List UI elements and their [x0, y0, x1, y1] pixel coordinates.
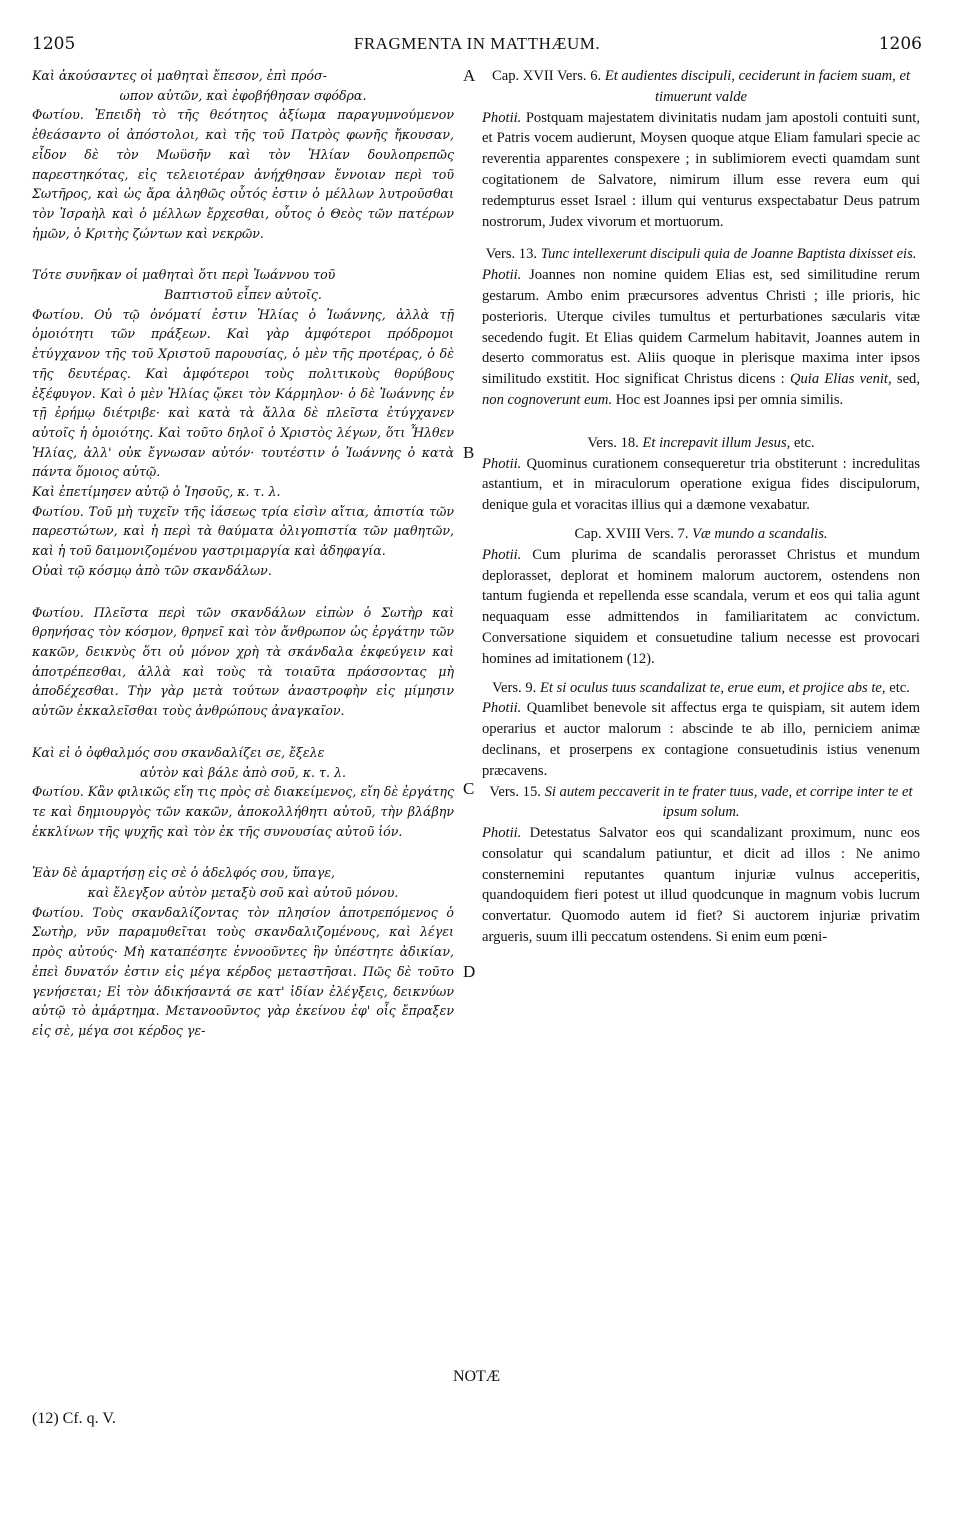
- lemma-text: Væ mundo a scandalis.: [692, 525, 828, 542]
- author-label: Photii.: [482, 109, 522, 126]
- latin-lemma-4: [482, 524, 920, 545]
- latin-column: [482, 66, 920, 948]
- page-header: [32, 34, 922, 58]
- author-label: Photii.: [482, 455, 522, 472]
- latin-comment-3: Photii. Quominus curationem consequeretur tria obstiterunt : incredulitas astantium, et in miraculorum operatione exigua fides discipulorum, denique gula et voracitas illius qui a dæmone vexabatur.: [482, 455, 920, 514]
- greek-lemma-5-cont: αὐτὸν καὶ βάλε ἀπὸ σοῦ, κ. τ. λ.: [139, 764, 347, 780]
- greek-lemma-4: Οὐαὶ τῷ κόσμῳ ἀπὸ τῶν σκανδάλων.: [32, 562, 272, 578]
- author-label: Photii.: [482, 825, 522, 842]
- latin-comment-5: Photii. Quamlibet benevole sit affectus erga te quispiam, sit autem idem operarius et auctor malorum : abscinde te ab illo, perniciem animæ declinans, et proserpens ex contagione consuetudinis istius venenum præcavens.: [482, 700, 920, 779]
- greek-lemma-3: Καὶ ἐπετίμησεν αὐτῷ ὁ Ἰησοῦς, κ. τ. λ.: [32, 484, 281, 500]
- margin-marker-a: A: [463, 66, 476, 85]
- author-label: Photii.: [482, 700, 522, 717]
- page-number-right: 1206: [878, 34, 922, 54]
- author-label: Photii.: [482, 267, 522, 284]
- latin-lemma-3: Vers. 18. Et increpavit illum Jesus, etc.: [587, 434, 815, 451]
- greek-lemma-2-cont: Βαπτιστοῦ εἶπεν αὐτοῖς.: [164, 287, 322, 303]
- margin-marker-c: C: [463, 779, 475, 798]
- greek-comment-4: Φωτίου. Πλεῖστα περὶ τῶν σκανδάλων εἰπὼν ὁ Σωτὴρ καὶ θρηνήσας τὸν κόσμον, θρηνεῖ καὶ τὸν ἄνθρωπον ὡς ἐργάτην τῶν κακῶν, δεικνὺς ὅτι οὐ μόνον χρὴ τὰ σκάνδαλα ἐκφεύγειν καὶ ἀποτρέπεσθαι, ἀλλὰ καὶ τοὺς τὰ τοιαῦτα πράσσοντας μὴ ἀποδέχεσθαι. Τὴν γὰρ μετὰ τούτων ἀναστροφὴν εἰς μίμησιν αὐτῶν ἐκκαλεῖσθαι τοὺς ἀνθρώπους ἀναγκαῖον.: [32, 604, 454, 719]
- greek-lemma-1-cont: ωπον αὐτῶν, καὶ ἐφοβήθησαν σφόδρα.: [119, 87, 367, 103]
- latin-lemma-5: Vers. 9. Et si oculus tuus scandalizat te, erue eum, et projice abs te, etc.: [492, 679, 910, 696]
- latin-lemma-2: [482, 244, 920, 265]
- lemma-ref: Vers. 18.: [587, 434, 639, 451]
- running-title: FRAGMENTA IN MATTHÆUM.: [353, 34, 601, 53]
- greek-lemma-1: Καὶ ἀκούσαντες οἱ μαθηταὶ ἔπεσον, ἐπὶ πρόσ-: [32, 68, 327, 83]
- lemma-ref: Cap. XVII Vers. 6.: [491, 68, 602, 84]
- greek-lemma-5: Καὶ εἰ ὁ ὀφθαλμός σου σκανδαλίζει σε, ἔξελε: [32, 744, 325, 760]
- notes-heading: NOTÆ: [452, 1368, 501, 1385]
- footnote-12: (12) Cf. q. V.: [32, 1410, 116, 1427]
- latin-comment-1: Photii. Postquam majestatem divinitatis nudam jam apostoli contuiti sunt, et Patris vocem audierunt, Moysen quoque atque Eliam famulari specie ac reverentia apparentes conspexere ; in sublimiorem evecti quamdam sunt cogitationem de Salvatore, nimirum illum esse revera eum qui redempturus esset Israel : illum qui venturus exspectabatur Deus patrum nostrorum, Judex vivorum et mortuorum.: [482, 109, 920, 230]
- author-label: Photii.: [482, 546, 522, 563]
- lemma-text: Si autem peccaverit in te frater tuus, vade, et corripe inter te et ipsum solum.: [544, 783, 913, 821]
- greek-comment-3: Φωτίου. Τοῦ μὴ τυχεῖν τῆς ἰάσεως τρία εἰσὶν αἴτια, ἀπιστία τῶν παρεστώτων, καὶ ἡ περὶ τὰ θαύματα ὀλιγοπιστία τῶν μαθητῶν, καὶ ἡ τοῦ δαιμονιζομένου γαστριμαργία καὶ ἀδηφαγία.: [32, 503, 454, 559]
- lemma-text: Et audientes discipuli, ceciderunt in faciem suam, et timuerunt valde: [604, 68, 910, 105]
- latin-lemma-1: [482, 66, 920, 108]
- greek-comment-5: Φωτίου. Κἂν φιλικῶς εἴη τις πρὸς σὲ διακείμενος, εἴη δὲ ἐργάτης τε καὶ δημιουργὸς τῶν κακῶν, ἀποκολλήθητι αὐτοῦ, τὴν βλάβην ἐκκλίνων τῆς ψυχῆς καὶ τὸν ἐκ τῆς συνουσίας αὐτοῦ ἰόν.: [32, 784, 454, 839]
- lemma-ref: Cap. XVIII Vers. 7.: [574, 525, 689, 542]
- latin-comment-4: Photii. Cum plurima de scandalis perorasset Christus et mundum deplorasset, deplorat et hominem malorum auctorem, ostendens non tantum fugienda et repellenda esse scandala, verum et eos qui talia agunt nequaquam esse admittendos in familiaritatem ac convictum. Conversatione siquidem et consuetudine talium necesse est provocari homines ad imitationem (12).: [482, 546, 920, 667]
- lemma-text: Et increpavit illum Jesus,: [642, 434, 791, 451]
- lemma-text: Et si oculus tuus scandalizat te, erue eum, et projice abs te,: [539, 679, 886, 696]
- lemma-ref: Vers. 15.: [489, 783, 541, 800]
- greek-lemma-6: Ἐὰν δὲ ἁμαρτήσῃ εἰς σὲ ὁ ἀδελφός σου, ὕπαγε,: [32, 865, 336, 881]
- greek-comment-1: Φωτίου. Ἐπειδὴ τὸ τῆς θεότητος ἀξίωμα παραγυμνούμενον ἐθεάσαντο οἱ ἀπόστολοι, καὶ τῆς τοῦ Πατρὸς φωνῆς ἤκουσαν, εἶδον δὲ τὸν Μωϋσῆν καὶ τὸν Ἠλίαν δουλοπρεπῶς παρεστηκότας, εἰς τελειοτέραν ἀνήχθησαν ἔννοιαν περὶ τοῦ Σωτῆρος, καὶ ὡς ἄρα ἀληθῶς οὗτός ἐστιν ὁ μέλλων λυτροῦσθαι τὸν Ἰσραὴλ καὶ ὁ μέλλων ἔρχεσθαι, οὗτος ὁ Θεὸς τῶν πατέρων ἡμῶν, ὁ Κριτὴς ζώντων καὶ νεκρῶν.: [32, 107, 454, 241]
- lemma-text: Tunc intellexerunt discipuli quia de Joanne Baptista dixisset eis.: [540, 246, 917, 263]
- greek-lemma-6-cont: καὶ ἔλεγξον αὐτὸν μεταξὺ σοῦ καὶ αὐτοῦ μόνου.: [87, 885, 399, 901]
- page-number-left: 1205: [32, 34, 76, 54]
- lemma-ref: Vers. 9.: [492, 679, 537, 696]
- greek-comment-6: Φωτίου. Τοὺς σκανδαλίζοντας τὸν πλησίον ἀποτρεπόμενος ὁ Σωτὴρ, νῦν παραμυθεῖται τοὺς σκανδαλιζομένους, καὶ λέγει πρὸς αὐτούς· Μὴ καταπέσητε ἐννοοῦντες ἣν ὑπέστητε ἀδικίαν, ἐπεὶ δυνατόν ἐστιν εἰς μέγα κέρδος μεταστῆσαι. Πῶς δὲ τοῦτο γενήσεται; Εἰ τὸν ἀδικήσαντά σε κατ' ἰδίαν ἐλέγξεις, δεικνύων αὐτῷ τὸ ἁμάρτημα. Μετανοοῦντος γὰρ ἐκείνου ἐφ' οἷς ἔπραξεν εἰς σὲ, μέγα σοι κέρδος γε-: [32, 904, 454, 1038]
- margin-marker-b: B: [463, 443, 475, 462]
- latin-comment-2: Photii. Joannes non nomine quidem Elias est, sed similitudine rerum gestarum. Ambo enim præcursores adventus Christi ; ille prioris, hic posterioris. Uterque civiles tumultus et perturbationes sæcularis vitæ secedendo fugit. Et Elias quidem Carmelum habitavit, Joannes autem in deserto commoratus est. Aliis quoque in plerisque maxima inter ipsos similitudo exstitit. Hoc significat Christus dicens : Quia Elias venit, sed, non cognoverunt eum. Hoc est Joannes ipsi per omnia similis.: [482, 267, 920, 408]
- latin-lemma-6: [482, 782, 920, 824]
- greek-comment-2: Φωτίου. Οὐ τῷ ὀνόματί ἐστιν Ἠλίας ὁ Ἰωάννης, ἀλλὰ τῇ ὁμοιότητι τῶν πράξεων. Καὶ γὰρ ἀμφότεροι πρόδρομοι ἐτύγχανον τῆς τοῦ Χριστοῦ παρουσίας, ὁ μὲν τῆς προτέρας, ὁ δὲ τῆς δευτέρας. Καὶ ἀμφότεροι τοὺς πολιτικοὺς θορύβους ἐξέφυγον. Καὶ ὁ μὲν Ἠλίας ᾤκει τὸν Κάρμηλον· ὁ δὲ Ἰωάννης ἐν τῇ ἐρήμῳ διέτριβε· καὶ κατὰ τὰ ἄλλα δὲ πλεῖστα ἐτύγχανεν αὐτοῖς ἡ ὁμοιότης. Καὶ τοῦτο δηλοῖ ὁ Χριστὸς λέγων, ὅτι Ἦλθεν Ἠλίας, ἀλλ' οὐκ ἔγνωσαν αὐτόν· τουτέστιν ὁ Ἰωάννης ὁ κατὰ πάντα ὅμοιος αὐτῷ.: [32, 306, 454, 480]
- latin-comment-6: Photii. Detestatus Salvator eos qui scandalizant proximum, nunc eos consolatur qui scandalum patiuntur, et dicit ad illos : Ne animo consternemini reputantes quantum injuriæ vulnus acceperitis, quandoquidem fieri potest ut illud quodcunque in magnum vobis lucrum convertatur. Quomodo autem id fiet? Si auctorem injuriæ privatim argueris, suum illi peccatum ostendens. Si enim eum pœni-: [482, 825, 920, 946]
- greek-column: [32, 66, 454, 1041]
- lemma-ref: Vers. 13.: [485, 246, 538, 263]
- greek-lemma-2: Τότε συνῆκαν οἱ μαθηταὶ ὅτι περὶ Ἰωάννου τοῦ: [32, 267, 336, 283]
- margin-marker-d: D: [463, 962, 476, 981]
